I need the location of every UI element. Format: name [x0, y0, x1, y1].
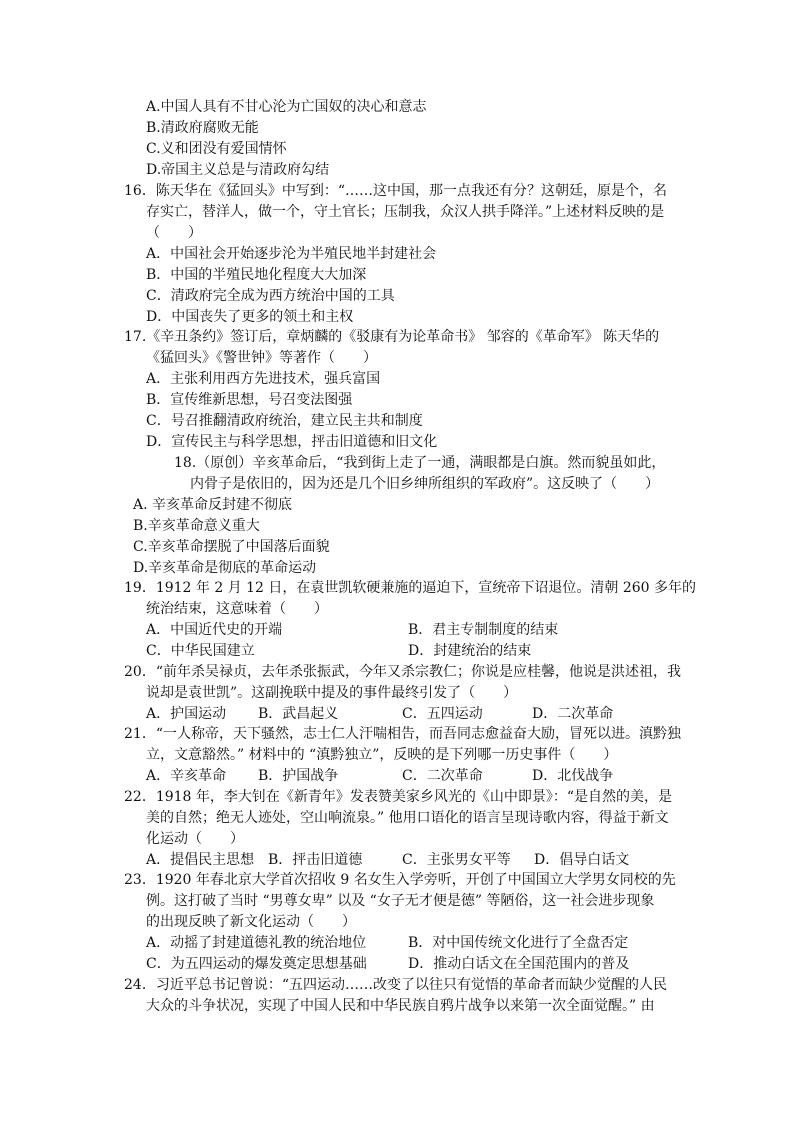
q15-option-d: D.帝国主义总是与清政府勾结 [146, 162, 330, 178]
q17-stem-line-2: 《猛回头》《警世钟》等著作（ ） [146, 350, 377, 366]
q20-option-a: A．护国运动 [146, 706, 227, 722]
q20-stem-line-2: 说却是袁世凯”。这副挽联中提及的事件最终引发了（ ） [146, 685, 518, 701]
q22-option-d: D．倡导白话文 [534, 852, 630, 868]
q16-option-b: B．中国的半殖民地化程度大大加深 [146, 267, 367, 283]
q17-stem-line-1: 17.《辛丑条约》签订后，章炳麟的《驳康有为论革命书》 邹容的《革命军》 陈天华的 [124, 329, 660, 345]
q16-option-c: C．清政府完全成为西方统治中国的工具 [146, 288, 395, 304]
q22-option-c: C．主张男女平等 [402, 852, 511, 868]
q24-stem-line-1: 24．习近平总书记曾说：“五四运动……改变了以往只有觉悟的革命者而缺少觉醒的人民 [124, 977, 667, 993]
q17-option-c: C．号召推翻清政府统治，建立民主共和制度 [146, 413, 423, 429]
q18-stem-line-1: 18.（原创）辛亥革命后，“我到街上走了一通，满眼都是白旗。然而貌虽如此， [174, 455, 666, 471]
q18-option-b: B.辛亥革命意义重大 [133, 518, 260, 534]
q19-stem-line-2: 统治结束，这意味着（ ） [146, 601, 328, 617]
q15-option-b: B.清政府腐败无能 [146, 120, 259, 136]
q16-stem-line-1: 16．陈天华在《猛回头》中写到：“……这中国，那一点我还有分？这朝廷，原是个，名 [124, 183, 667, 199]
q19-option-d: D．封建统治的结束 [408, 643, 532, 659]
q16-option-a: A．中国社会开始逐步沦为半殖民地半封建社会 [146, 246, 437, 262]
q23-option-c: C．为五四运动的爆发奠定思想基础 [146, 956, 367, 972]
q18-option-a: A. 辛亥革命反封建不彻底 [133, 497, 293, 513]
q20-stem-line-1: 20．“前年杀吴禄贞，去年杀张振武，今年又杀宗教仁；你说是应桂馨，他说是洪述祖，我 [124, 664, 681, 680]
q18-option-d: D.辛亥革命是彻底的革命运动 [133, 560, 317, 576]
q24-stem-line-2: 大众的斗争状况，实现了中国人民和中华民族自鸦片战争以来第一次全面觉醒。” 由 [146, 998, 655, 1014]
q23-option-b: B．对中国传统文化进行了全盘否定 [408, 935, 629, 951]
q17-option-b: B．宣传维新思想，号召变法图强 [146, 392, 353, 408]
q19-option-c: C．中华民国建立 [146, 643, 255, 659]
q20-option-b: B．武昌起义 [258, 706, 339, 722]
q21-stem-line-1: 21．“一人称帝，天下骚然，志士仁人汗喘相告，而吾同志愈益奋大励，冒死以进。滇黔独 [124, 726, 681, 742]
q21-stem-line-2: 立，文意豁然。” 材料中的 “滇黔独立”，反映的是下列哪一历史事件（ ） [146, 747, 618, 763]
q19-option-a: A．中国近代史的开端 [146, 622, 283, 638]
q23-stem-line-3: 的出现反映了新文化运动（ ） [146, 914, 356, 930]
q23-option-d: D．推动白话文在全国范围内的普及 [408, 956, 630, 972]
q22-option-b: B．抨击旧道德 [268, 852, 363, 868]
q22-option-a: A．提倡民主思想 [146, 852, 255, 868]
q19-stem-line-1: 19．1912 年 2 月 12 日，在袁世凯软硬兼施的逼迫下，宣统帝下诏退位。清朝 260 多年的 [124, 580, 697, 596]
q17-option-a: A．主张利用西方先进技术，强兵富国 [146, 371, 381, 387]
q15-option-a: A.中国人具有不甘心沦为亡国奴的决心和意志 [146, 99, 427, 115]
q23-stem-line-1: 23．1920 年春北京大学首次招收 9 名女生入学旁听，开创了中国国立大学男女同校的先 [124, 872, 676, 888]
q19-option-b: B．君主专制制度的结束 [408, 622, 559, 638]
q23-stem-line-2: 例。这打破了当时 “男尊女卑” 以及 “女子无才便是德” 等陋俗，这一社会进步现象 [146, 893, 655, 909]
q22-stem-line-3: 化运动（ ） [146, 831, 244, 847]
q18-stem-line-2: 内骨子是依旧的，因为还是几个旧乡绅所组织的军政府”。这反映了（ ） [190, 476, 660, 492]
q20-option-d: D．二次革命 [532, 706, 614, 722]
q21-option-b: B．护国战争 [258, 768, 339, 784]
q16-stem-line-3: （ ） [146, 225, 202, 241]
q16-stem-line-2: 存实亡，替洋人，做一个，守土官长；压制我，众汉人拱手降洋。”上述材料反映的是 [146, 204, 665, 220]
q16-option-d: D．中国丧失了更多的领土和主权 [146, 309, 354, 325]
q17-option-d: D．宣传民主与科学思想，抨击旧道德和旧文化 [146, 434, 438, 450]
q15-option-c: C.义和团没有爱国情怀 [146, 141, 287, 157]
q21-option-c: C．二次革命 [402, 768, 483, 784]
q22-stem-line-2: 美的自然；绝无人迹处，空山响流泉。” 他用口语化的语言呈现诗歌内容，得益于新文 [146, 810, 669, 826]
q22-stem-line-1: 22．1918 年，李大钊在《新青年》发表赞美家乡风光的《山中即景》：“是自然的美，是 [124, 789, 673, 805]
q23-option-a: A．动摇了封建道德礼教的统治地位 [146, 935, 367, 951]
q21-option-d: D．北伐战争 [532, 768, 614, 784]
q18-option-c: C.辛亥革命摆脱了中国落后面貌 [133, 539, 330, 555]
q20-option-c: C．五四运动 [402, 706, 483, 722]
q21-option-a: A．辛亥革命 [146, 768, 227, 784]
